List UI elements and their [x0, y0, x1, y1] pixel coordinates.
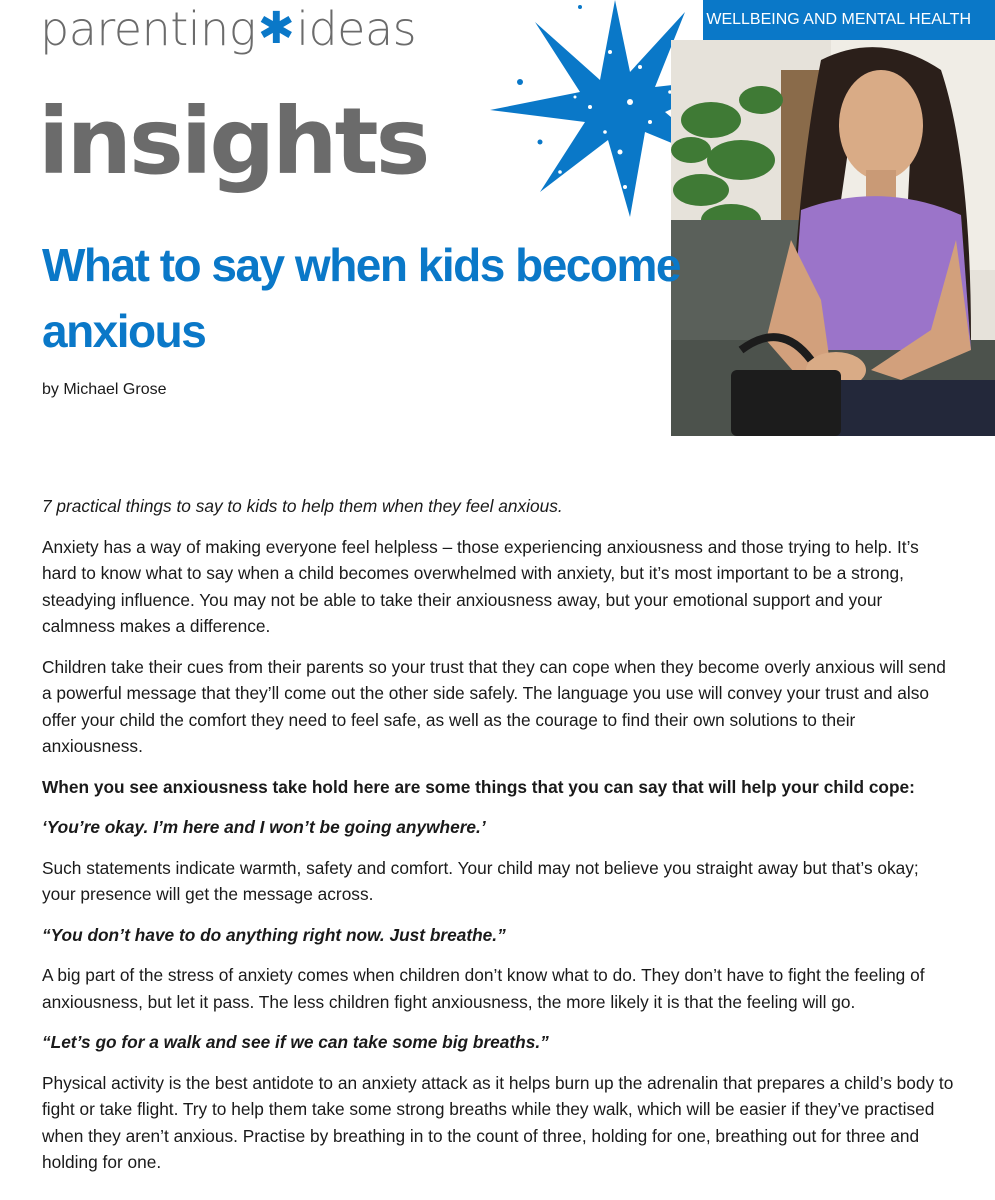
paragraph: A big part of the stress of anxiety comes when children don’t know what to do. They don’t have to fight the feeling of anxiousness, but let it pass. The less children fight anxiousness, the more likely it is that the feeling will go. — [42, 965, 925, 1012]
paragraph: Physical activity is the best antidote to an anxiety attack as it helps burn up the adrenalin that prepares a child’s body to fight or take flight. Try to help them take some strong breaths while they walk, which will be easier if they’ve practised when they aren’t anxious. Practise by breathing in to the count of three, holding for one, breathing out for three and holding for one. — [42, 1072, 954, 1172]
lead-in-heading: When you see anxiousness take hold here are some things that you can say that will help your child cope: — [42, 776, 915, 797]
paragraph: Such statements indicate warmth, safety and comfort. Your child may not believe you straight away but that’s okay; your presence will get the message across. — [42, 857, 919, 904]
logo-text-parenting: parenting — [40, 2, 256, 56]
category-banner — [703, 0, 995, 40]
logo-text-ideas: ideas — [296, 2, 417, 56]
quote-heading: “Let’s go for a walk and see if we can take some big breaths.” — [42, 1032, 549, 1052]
quote-heading: ‘You’re okay. I’m here and I won’t be going anywhere.’ — [42, 817, 486, 837]
asterisk-star-icon: ✱ — [257, 3, 295, 54]
girl-sitting-photo — [671, 40, 995, 436]
category-label: WELLBEING AND MENTAL HEALTH — [706, 11, 971, 28]
parenting-ideas-logo — [40, 2, 416, 56]
article-intro: 7 practical things to say to kids to help them when they feel anxious. — [42, 496, 563, 516]
paragraph: Anxiety has a way of making everyone feel helpless – those experiencing anxiousness and those trying to help. It’s hard to know what to say when a child becomes overwhelmed with anxiety, but it’s most important to be a strong, steadying influence. You may not be able to take their anxiousness away, but your emotional support and your calmness makes a difference. — [42, 536, 919, 636]
article-byline: by Michael Grose — [42, 381, 167, 398]
series-title: insights — [38, 88, 428, 195]
article-body — [42, 493, 957, 1190]
quote-heading: “You don’t have to do anything right now. Just breathe.” — [42, 924, 506, 945]
article-photo — [671, 40, 995, 436]
article-title: What to say when kids become anxious — [42, 239, 680, 357]
paragraph: Children take their cues from their parents so your trust that they can cope when they become overly anxious will send a powerful message that they’ll come out the other side safely. The language you use will convey your trust and also offer your child the comfort they need to feel safe, as well as the courage to find their own solutions to their anxiousness. — [42, 656, 946, 756]
